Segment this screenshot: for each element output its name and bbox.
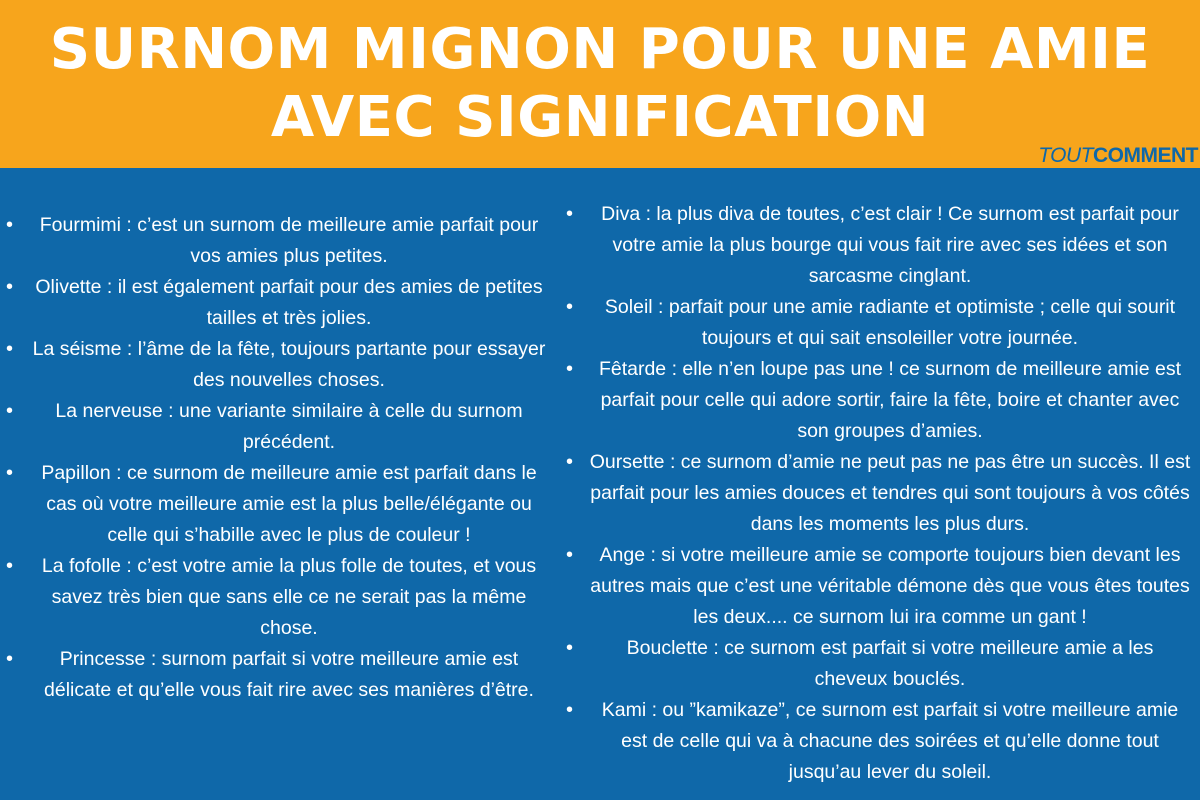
list-item — [6, 210, 550, 272]
list-item-text: La séisme : l’âme de la fête, toujours partante pour essayer des nouvelles choses. — [32, 338, 546, 391]
list-item-text: Oursette : ce surnom d’amie ne peut pas ne pas être un succès. Il est parfait pour les amies douces et tendres qui sont toujours à vos côtés dans les moments les plus durs. — [589, 451, 1191, 535]
list-item — [566, 633, 1192, 695]
list-item-text: Diva : la plus diva de toutes, c’est clair ! Ce surnom est parfait pour votre amie la plus bourge qui vous fait rire avec ses idées et son sarcasme cinglant. — [601, 203, 1179, 287]
bullet-icon: • — [6, 462, 14, 484]
bullet-icon: • — [6, 276, 14, 298]
list-item — [6, 551, 550, 644]
bullet-icon: • — [6, 648, 14, 670]
page-title — [0, 16, 1200, 152]
list-item — [566, 354, 1192, 447]
list-item-text: Olivette : il est également parfait pour des amies de petites tailles et très jolies. — [35, 276, 543, 329]
list-item-text: Kami : ou ”kamikaze”, ce surnom est parfait si votre meilleure amie est de celle qui va à chacune des soirées et qu’elle donne tout jusqu’au lever du soleil. — [601, 699, 1179, 783]
list-item-text: Fêtarde : elle n’en loupe pas une ! ce surnom de meilleure amie est parfait pour celle qui adore sortir, faire la fête, boire et chanter avec son groupes d’amies. — [598, 358, 1182, 442]
title-line-2: AVEC SIGNIFICATION — [270, 85, 930, 150]
list-item — [566, 540, 1192, 633]
left-nickname-list — [6, 210, 550, 706]
list-item-text: La fofolle : c’est votre amie la plus folle de toutes, et vous savez très bien que sans elle ce ne serait pas la même chose. — [41, 555, 537, 639]
bullet-icon: • — [566, 699, 574, 721]
logo-text-tout: TOUT — [1038, 144, 1093, 167]
list-item — [566, 292, 1192, 354]
list-item — [6, 272, 550, 334]
header-banner — [0, 0, 1200, 168]
list-item-text: Fourmimi : c’est un surnom de meilleure amie parfait pour vos amies plus petites. — [39, 214, 539, 267]
bullet-icon: • — [566, 358, 574, 380]
list-item — [6, 458, 550, 551]
bullet-icon: • — [566, 637, 574, 659]
list-item — [566, 199, 1192, 292]
bullet-icon: • — [6, 214, 14, 236]
bullet-icon: • — [566, 451, 574, 473]
logo-text-comment: COMMENT — [1093, 144, 1198, 167]
bullet-icon: • — [566, 203, 574, 225]
bullet-icon: • — [566, 544, 574, 566]
list-item-text: Papillon : ce surnom de meilleure amie est parfait dans le cas où votre meilleure amie est la plus belle/élégante ou celle qui s’habille avec le plus de couleur ! — [41, 462, 537, 546]
list-item-text: Ange : si votre meilleure amie se comporte toujours bien devant les autres mais que c’est une véritable démone dès que vous êtes toutes les deux.... ce surnom lui ira comme un gant ! — [590, 544, 1190, 628]
list-item — [6, 644, 550, 706]
right-nickname-list — [566, 199, 1192, 788]
list-item — [566, 447, 1192, 540]
list-item-text: La nerveuse : une variante similaire à celle du surnom précédent. — [55, 400, 523, 453]
toutcomment-logo — [1038, 144, 1198, 168]
list-item — [566, 695, 1192, 788]
list-item-text: Bouclette : ce surnom est parfait si votre meilleure amie a les cheveux bouclés. — [626, 637, 1154, 690]
bullet-icon: • — [6, 400, 14, 422]
bullet-icon: • — [566, 296, 574, 318]
bullet-icon: • — [6, 555, 14, 577]
list-item-text: Soleil : parfait pour une amie radiante et optimiste ; celle qui sourit toujours et qui sait ensoleiller votre journée. — [604, 296, 1176, 349]
list-item — [6, 334, 550, 396]
bullet-icon: • — [6, 338, 14, 360]
list-item — [6, 396, 550, 458]
list-item-text: Princesse : surnom parfait si votre meilleure amie est délicate et qu’elle vous fait rire avec ses manières d’être. — [44, 648, 534, 701]
title-line-1: SURNOM MIGNON POUR UNE AMIE — [49, 17, 1151, 82]
